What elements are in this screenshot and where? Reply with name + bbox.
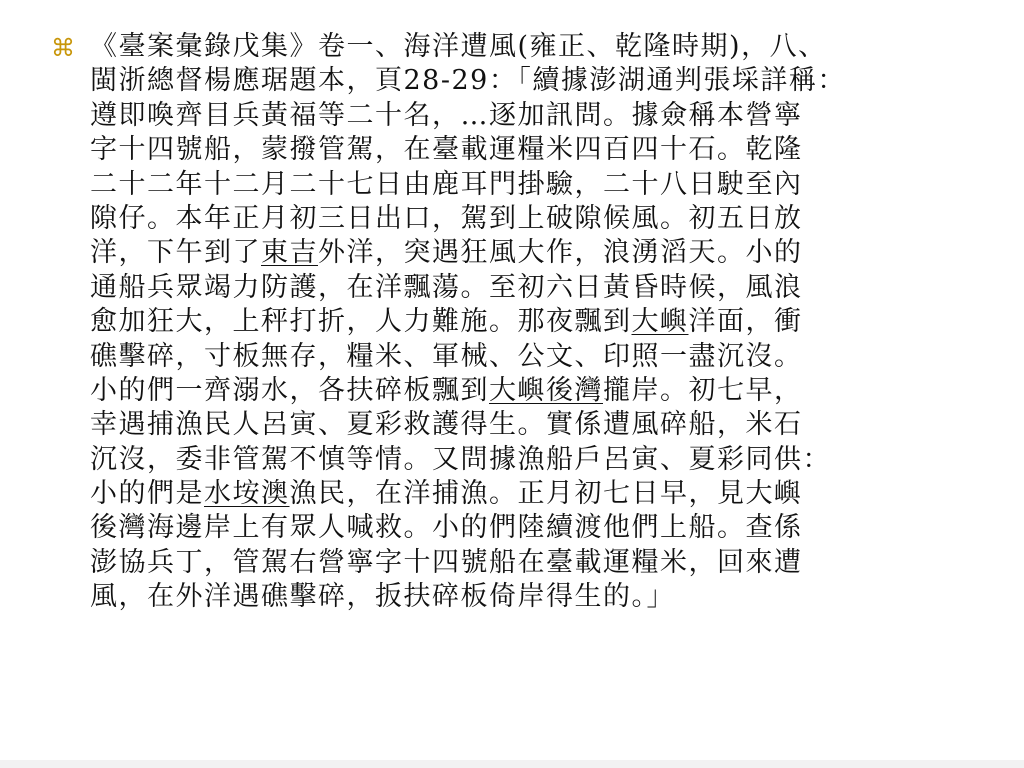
text-segment: 漁民，在洋捕漁。正月初七日早，見大嶼 [289, 478, 803, 510]
text-line [90, 443, 990, 477]
text-segment: 愈加狂大，上秤打折，人力難施。那夜飄到 [90, 306, 632, 338]
text-line [90, 133, 990, 167]
text-segment: 閩浙總督楊應琚題本，頁28-29：「續據澎湖通判張埰詳稱： [90, 65, 846, 97]
text-segment: 小的們一齊溺水，各扶碎板飄到 [90, 374, 489, 406]
text-segment: 洋，下午到了 [90, 237, 261, 269]
command-key-icon: ⌘ [51, 34, 75, 62]
text-segment: 礁擊碎，寸板無存，糧米、軍械、公文、印照一盡沉沒。 [90, 340, 803, 372]
text-line [90, 580, 990, 614]
text-segment: 字十四號船，蒙撥管駕，在臺載運糧米四百四十石。乾隆 [90, 134, 803, 166]
text-line [90, 236, 990, 270]
text-segment: 通船兵眾竭力防護，在洋飄蕩。至初六日黃昏時候，風浪 [90, 271, 803, 303]
underlined-place-name: 大嶼 [631, 306, 689, 338]
quotation-text [90, 30, 990, 615]
text-segment: 風，在外洋遇礁擊碎，扳扶碎板倚岸得生的。」 [90, 581, 675, 613]
underlined-place-name: 東吉 [261, 237, 318, 269]
text-line [90, 477, 990, 511]
text-line [90, 30, 990, 64]
text-line [90, 202, 990, 236]
text-line [90, 168, 990, 202]
text-segment: 遵即喚齊目兵黃福等二十名，…逐加訊問。據僉稱本營寧 [90, 99, 803, 131]
text-segment: 洋面，衝 [688, 306, 803, 338]
text-segment: 幸遇捕漁民人呂寅、夏彩救護得生。實係遭風碎船，米石 [90, 409, 803, 441]
text-segment: 《臺案彙錄戊集》卷一、海洋遭風(雍正、乾隆時期)，八、 [90, 31, 827, 62]
bottom-bar [0, 760, 1024, 768]
text-segment: 二十二年十二月二十七日由鹿耳門掛驗，二十八日駛至內 [90, 168, 803, 200]
text-line [90, 546, 990, 580]
text-segment: 攏岸。初七早， [603, 374, 803, 406]
underlined-place-name: 大嶼後灣 [489, 374, 603, 406]
text-segment: 澎協兵丁，管駕右營寧字十四號船在臺載運糧米，回來遭 [90, 546, 803, 578]
text-segment: 隙仔。本年正月初三日出口，駕到上破隙候風。初五日放 [90, 202, 803, 234]
text-segment: 小的們是 [90, 478, 204, 510]
text-segment: 沉沒，委非管駕不慎等情。又問據漁船戶呂寅、夏彩同供： [90, 443, 831, 475]
text-segment: 外洋，突遇狂風大作，浪湧滔天。小的 [318, 237, 803, 269]
text-line [90, 408, 990, 442]
text-line [90, 511, 990, 545]
text-line [90, 99, 990, 133]
text-line [90, 64, 990, 98]
text-segment: 後灣海邊岸上有眾人喊救。小的們陸續渡他們上船。查係 [90, 512, 803, 544]
text-line [90, 374, 990, 408]
text-line [90, 340, 990, 374]
text-line [90, 305, 990, 339]
underlined-place-name: 水垵澳 [204, 478, 290, 510]
text-line [90, 271, 990, 305]
